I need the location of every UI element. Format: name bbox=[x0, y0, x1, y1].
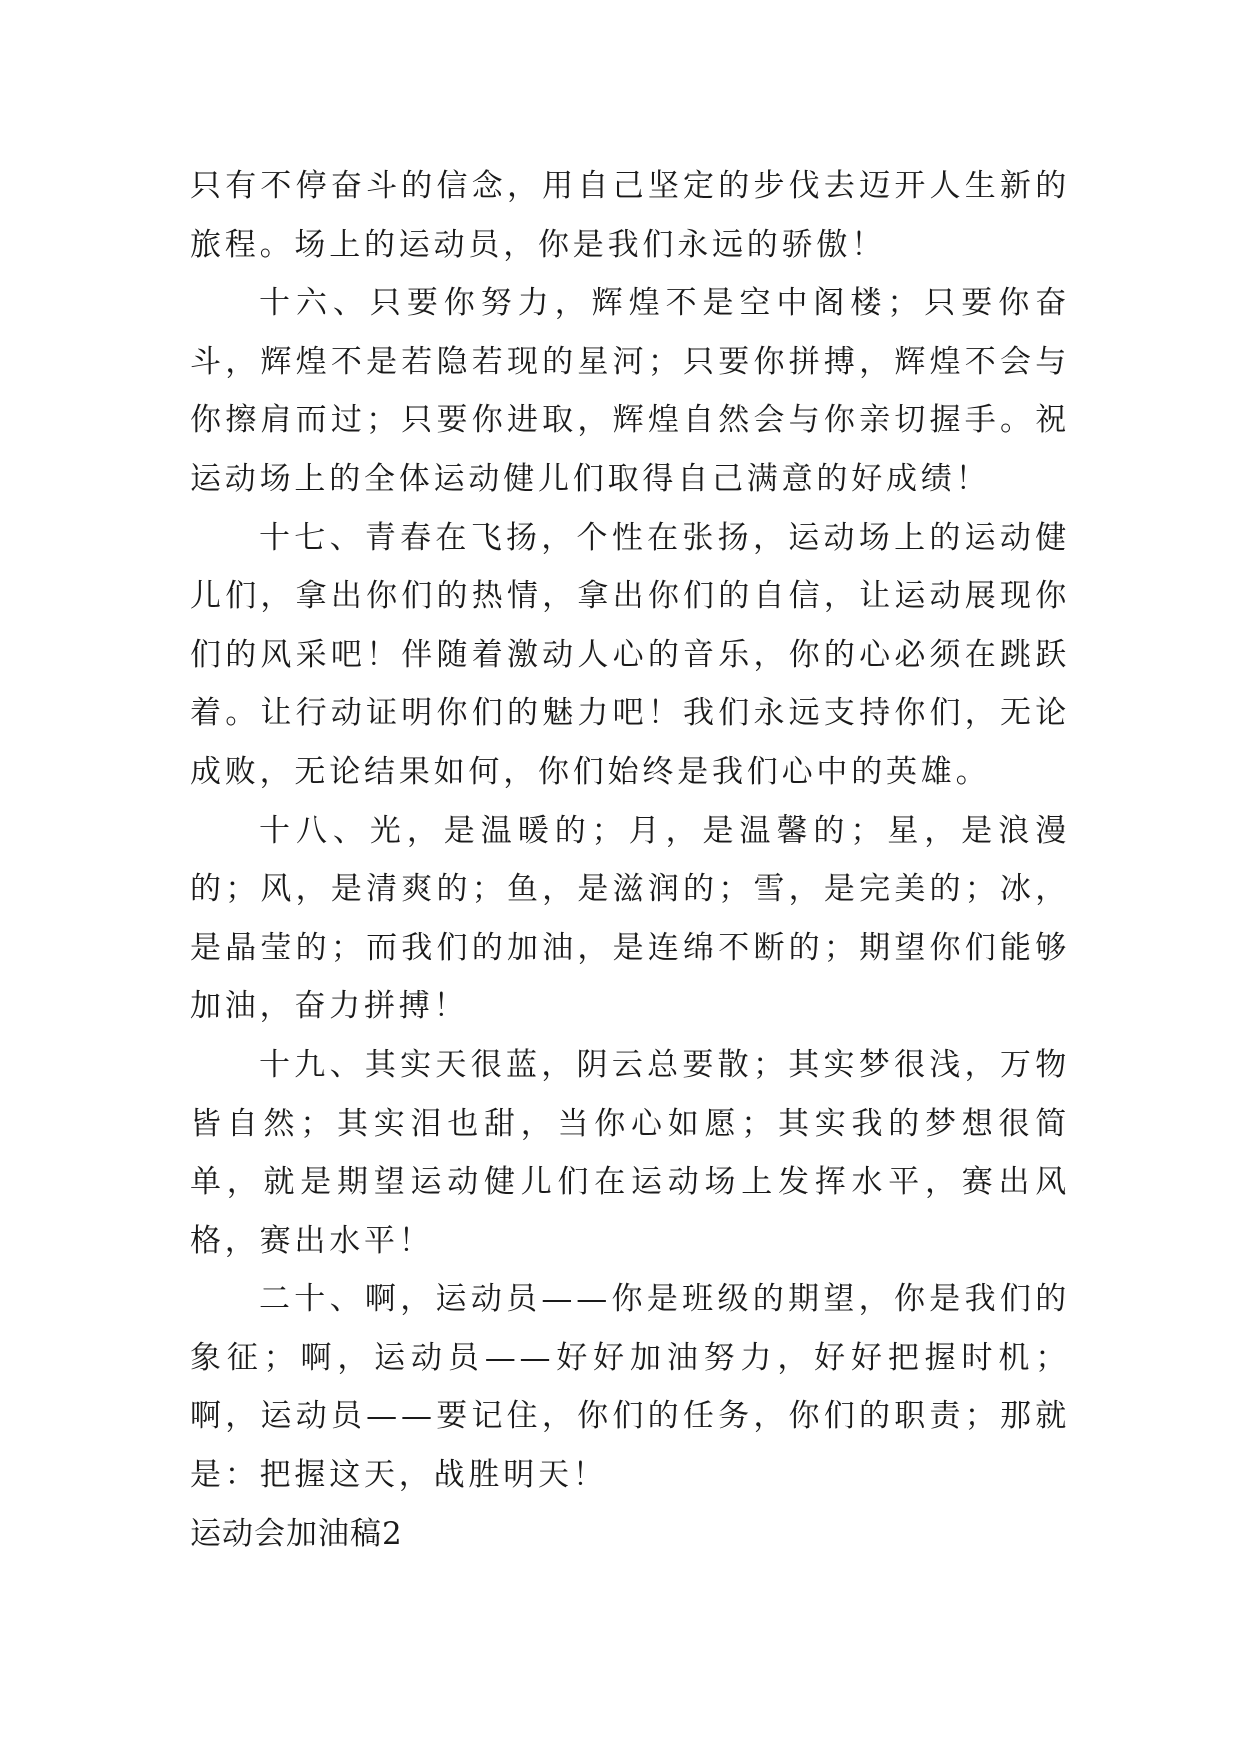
paragraph-16: 十六、只要你努力，辉煌不是空中阁楼；只要你奋斗，辉煌不是若隐若现的星河；只要你拼搏，辉煌不会与你擦肩而过；只要你进取，辉煌自然会与你亲切握手。祝运动场上的全体运动健儿们取得自己满意的好成绩！ bbox=[190, 285, 1070, 497]
paragraph-18: 十八、光，是温暖的；月，是温馨的；星，是浪漫的；风，是清爽的；鱼，是滋润的；雪，是完美的；冰，是晶莹的；而我们的加油，是连绵不断的；期望你们能够加油，奋力拼搏！ bbox=[190, 812, 1070, 1025]
section-heading: 运动会加油稿2 bbox=[190, 1515, 403, 1552]
paragraph-1: 只有不停奋斗的信念，用自己坚定的步伐去迈开人生新的旅程。场上的运动员，你是我们永远的骄傲！ bbox=[190, 168, 1070, 263]
document-body bbox=[190, 157, 1070, 1563]
paragraph-17: 十七、青春在飞扬，个性在张扬，运动场上的运动健儿们，拿出你们的热情，拿出你们的自信，让运动展现你们的风采吧！伴随着激动人心的音乐，你的心必须在跳跃着。让行动证明你们的魅力吧！我们永远支持你们，无论成败，无论结果如何，你们始终是我们心中的英雄。 bbox=[190, 519, 1070, 790]
paragraph-19: 十九、其实天很蓝，阴云总要散；其实梦很浅，万物皆自然；其实泪也甜，当你心如愿；其实我的梦想很简单，就是期望运动健儿们在运动场上发挥水平，赛出风格，赛出水平！ bbox=[190, 1046, 1070, 1259]
paragraph-20: 二十、啊，运动员——你是班级的期望，你是我们的象征；啊，运动员——好好加油努力，好好把握时机；啊，运动员——要记住，你们的任务，你们的职责；那就是：把握这天，战胜明天！ bbox=[190, 1281, 1070, 1494]
